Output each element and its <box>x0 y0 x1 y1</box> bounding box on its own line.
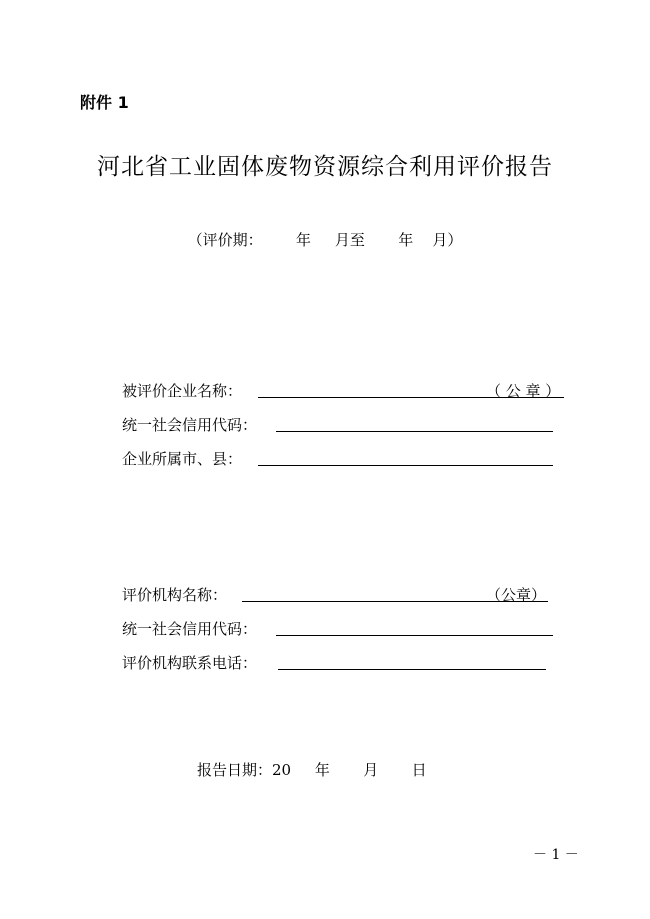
enterprise-location-label: 企业所属市、县： <box>122 450 243 468</box>
enterprise-credit-code-label: 统一社会信用代码： <box>122 416 258 434</box>
agency-phone-line <box>278 669 546 670</box>
page-number: － 1 － <box>533 847 579 863</box>
agency-name-label: 评价机构名称： <box>122 586 228 604</box>
agency-credit-code-label: 统一社会信用代码： <box>122 620 258 638</box>
agency-credit-code-line <box>276 635 553 636</box>
evaluation-period: （评价期： 年 月至 年 月） <box>187 231 463 249</box>
enterprise-name-label: 被评价企业名称： <box>122 382 243 400</box>
enterprise-seal: （ 公 章 ） <box>486 382 561 400</box>
enterprise-credit-code-line <box>276 431 553 432</box>
agency-phone-label: 评价机构联系电话： <box>122 654 258 672</box>
attachment-label: 附件 1 <box>80 93 129 112</box>
agency-seal: （公章） <box>486 586 547 604</box>
report-date: 报告日期：20 年 月 日 <box>197 761 427 779</box>
enterprise-location-line <box>258 465 553 466</box>
document-title: 河北省工业固体废物资源综合利用评价报告 <box>97 154 553 180</box>
